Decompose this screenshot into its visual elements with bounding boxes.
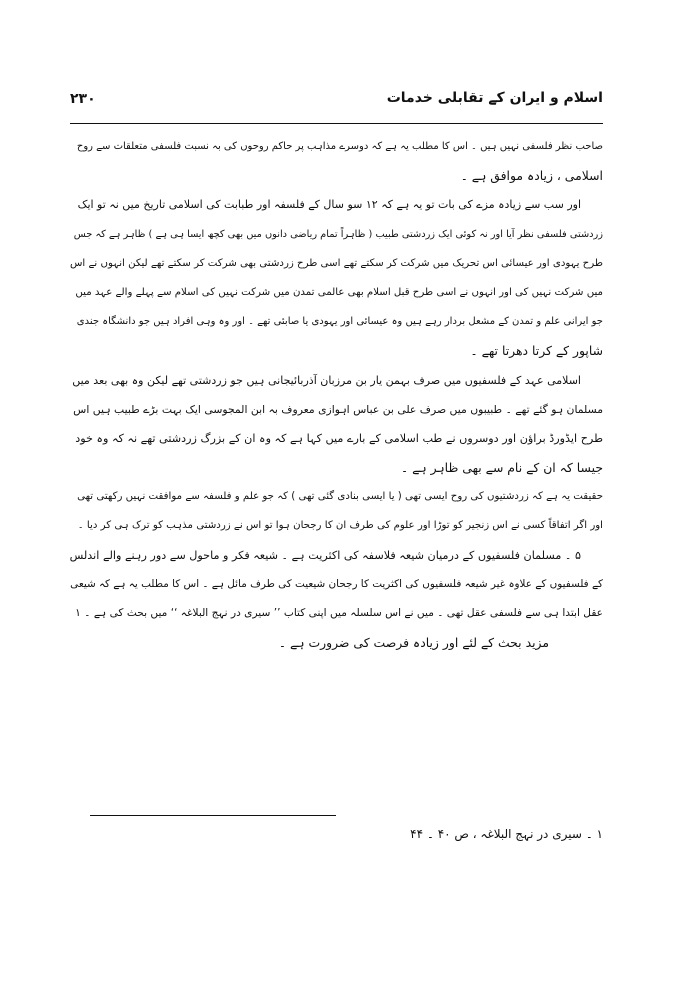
footnote-rule [90,815,336,816]
body-line: جیسا کہ ان کے نام سے بھی ظاہر ہے ۔ [400,460,603,476]
body-line: اور اگر اتفاقاً کسی نے اس زنجیر کو توڑا اور علوم کی طرف ان کا رجحان ہوا تو اس نے زردشتی مذہب کو ترک ہی کر دیا ۔ [77,520,603,532]
header-rule [70,123,603,124]
body-line: اسلامی ، زیادہ موافق ہے ۔ [460,168,603,184]
paragraph-start-line: اسلامی عہد کے فلسفیوں میں صرف بہمن یار بن مرزبان آذربائیجانی ہیں جو زردشتی تھے لیکن وہ بھی بعد میں [72,373,581,387]
body-line: مزید بحث کے لئے اور زیادہ فرصت کی ضرورت ہے ۔ [278,635,549,651]
body-line: مسلمان ہو گئے تھے ۔ طبیبوں میں صرف علی بن عباس اہوازی معروف بہ ابن المجوسی ایک بہت بڑے طبیب ہیں اس [73,402,603,416]
body-line: شاپور کے کرتا دھرتا تھے ۔ [470,343,603,359]
paragraph-start-line: حقیقت یہ ہے کہ زردشتیوں کی روح ایسی تھی ( یا ایسی بنادی گئی تھی ) کہ جو علم و فلسفہ سے موافقت نہیں رکھتی تھی [77,491,603,503]
paragraph-start-line: اور سب سے زیادہ مزے کی بات تو یہ ہے کہ ۱۲ سو سال کے فلسفہ اور طبابت کی اسلامی تاریخ میں نہ تو ایک [77,198,581,212]
body-line: طرح ایڈورڈ براؤن اور دوسروں نے طب اسلامی کے بارے میں کہا ہے کہ وہ ان کے بزرگ زردشتی تھے نہ کہ وہ خود [75,431,603,445]
footnote: ۱ ۔ سیری در نہج البلاغہ ، ص ۴۰ ۔ ۴۴ [410,827,603,841]
body-text [70,132,603,657]
body-line: جو ایرانی علم و تمدن کے مشعل بردار رہے ہیں وہ عیسائی اور یہودی یا صابئی تھے ۔ اور وہ وہی افراد ہیں جو دانشگاہ جندی [76,316,603,328]
body-line: کے فلسفیوں کے علاوہ غیر شیعہ فلسفیوں کی اکثریت کا رجحان شیعیت کی طرف مائل ہے ۔ اس کا مطلب یہ ہے کہ شیعی [70,577,603,590]
running-header-title: اسلام و ایران کے تقابلی خدمات [386,90,603,106]
paragraph-start-line: ۵ ۔ مسلمان فلسفیوں کے درمیان شیعہ فلاسفہ کی اکثریت ہے ۔ شیعہ فکر و ماحول سے دور رہنے والے اندلس [70,548,581,562]
page-number: ۲۳۰ [70,91,96,107]
body-line: میں شرکت نہیں کی اور انہوں نے اسی طرح قبل اسلام بھی عالمی تمدن میں شرکت نہیں کی اسلام سے پہلے والے عہد میں [75,286,603,298]
body-line: صاحب نظر فلسفی نہیں ہیں ۔ اس کا مطلب یہ ہے کہ دوسرے مذاہب پر حاکم روحوں کی بہ نسبت فلسفی متعلقات سے روح [76,141,603,152]
body-line: طرح یہودی اور عیسائی اس تحریک میں شرکت کر سکتے تھے اسی طرح زردشتی بھی شرکت کر سکتے تھے لیکن انہوں نے اس [70,257,603,269]
body-line: عقل ابتدا ہی سے فلسفی عقل تھی ۔ میں نے اس سلسلہ میں اپنی کتاب ’’ سیری در نہج البلاغہ ‘‘ میں بحث کی ہے ۔ ۱ [75,607,603,619]
running-header [70,90,603,116]
body-line: زردشتی فلسفی نظر آیا اور نہ کوئی ایک زردشتی طبیب ( ظاہراً تمام ریاضی دانوں میں بھی کچھ ایسا ہی ہے ) ظاہر ہے کہ جس [73,228,603,240]
